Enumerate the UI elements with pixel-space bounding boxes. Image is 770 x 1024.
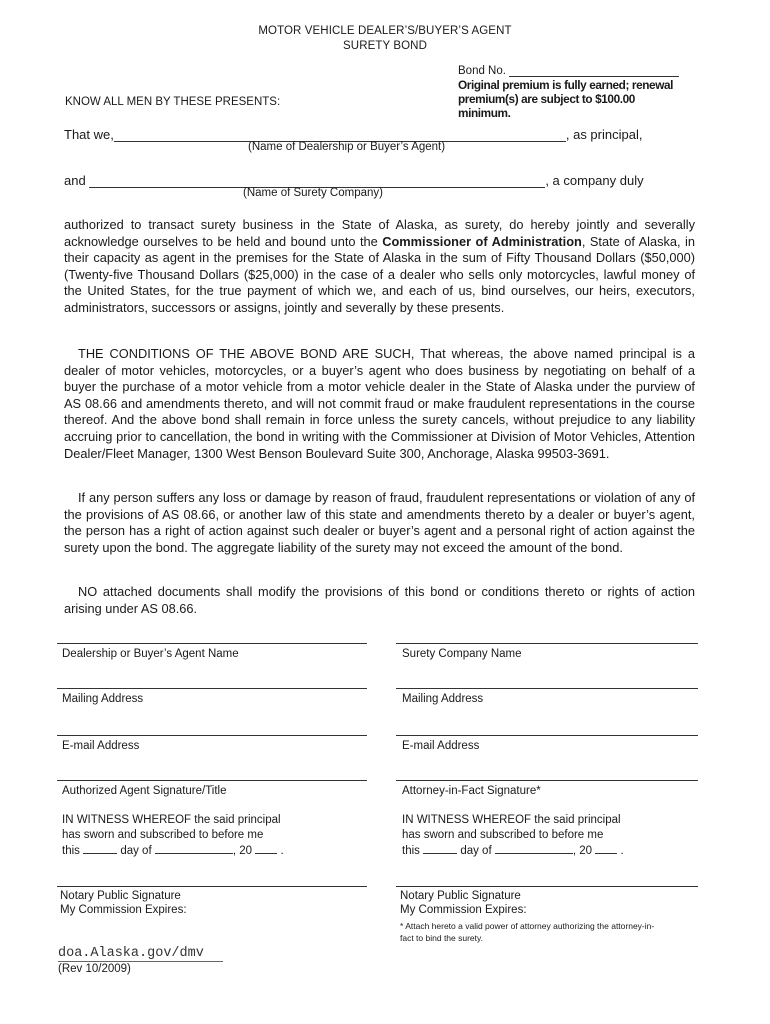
surety-day-field[interactable] [423,843,457,854]
surety-commission-label: My Commission Expires: [400,904,527,916]
surety-row [64,173,644,188]
dealer-commission-label: My Commission Expires: [60,904,187,916]
surety-email-line[interactable] [396,735,698,736]
poa-footnote-line1: * Attach hereto a valid power of attorney authorizing the attorney-in- [400,921,655,931]
surety-prefix: and [64,173,86,188]
dealer-month-field[interactable] [155,843,233,854]
premium-note-line2: premium(s) are subject to $100.00 minimum. [458,92,635,120]
surety-notary-line[interactable] [396,886,698,887]
bond-number-label: Bond No. [458,65,506,77]
dealer-day-field[interactable] [83,843,117,854]
dmv-website-link[interactable]: doa.Alaska.gov/dmv [58,946,204,961]
bond-paragraph-1: authorized to transact surety business in the State of Alaska, as surety, do hereby jointly and severally acknowledge ourselves to be held and bound unto the Commissioner of Administration, State of Alaska, in their capacity as agent in the premises for the State of Alaska in the sum of Fifty Thousand Dollars ($50,000) (Twenty-five Thousand Dollars ($25,000) in the case of a dealer who sells only motorcycles, lawful money of the United States, for the true payment of which we, and each of us, bind ourselves, our heirs, executors, administrators, successors or assigns, jointly and severally by these presents. [64,217,695,315]
poa-footnote-line2: fact to bind the surety. [400,933,483,943]
surety-month-field[interactable] [495,843,573,854]
dealer-notary-line[interactable] [57,886,367,887]
bond-paragraph-3: If any person suffers any loss or damage by reason of fraud, fraudulent representations or violation of any of the provisions of AS 08.66, or another law of this state and amendments thereto by a dealer or buyer’s agent, the person has a right of action against such dealer or buyer’s agent and a personal right of action against the surety upon the bond. The aggregate liability of the surety may not exceed the amount of the bond. [64,490,695,555]
dealer-mailing-label: Mailing Address [62,693,144,705]
dealer-name-line[interactable] [57,643,367,644]
dealer-year-field[interactable] [255,843,277,854]
dealer-name-label: Dealership or Buyer’s Agent Name [62,648,239,660]
surety-company-label: Surety Company Name [402,648,522,660]
attorney-signature-line[interactable] [396,780,698,781]
surety-mailing-line[interactable] [396,688,698,689]
surety-caption: (Name of Surety Company) [243,187,383,199]
dealer-mailing-line[interactable] [57,688,367,689]
surety-year-field[interactable] [595,843,617,854]
principal-row [64,127,642,142]
surety-name-line[interactable] [396,643,698,644]
know-all-men: KNOW ALL MEN BY THESE PRESENTS: [65,96,281,108]
surety-email-label: E-mail Address [402,740,480,752]
principal-caption: (Name of Dealership or Buyer’s Agent) [248,141,446,153]
bond-paragraph-2: THE CONDITIONS OF THE ABOVE BOND ARE SUCH, That whereas, the above named principal is a dealer of motor vehicles, motorcycles, or a buyer’s agent who does business by negotiating on behalf of a buyer the purchase of a motor vehicle from a motor vehicle dealer in the State of Alaska under the purview of AS 08.66 and amendments thereto, and will not commit fraud or make fraudulent representations in the course thereof. And the above bond shall remain in force unless the surety cancels, without prejudice to any liability accruing prior to cancellation, the bond in writing with the Commissioner at Division of Motor Vehicles, Attention Dealer/Fleet Manager, 1300 West Benson Boulevard Suite 300, Anchorage, Alaska 99503-3691. [64,346,695,461]
website-underline [58,961,223,962]
premium-note-line1: Original premium is fully earned; renewal [458,78,674,92]
surety-name-field[interactable] [89,174,545,188]
dealer-signature-label: Authorized Agent Signature/Title [62,785,227,797]
surety-notary-label: Notary Public Signature [400,890,521,902]
form-title-line2: SURETY BOND [343,40,427,52]
dealer-signature-line[interactable] [57,780,367,781]
dealer-notary-label: Notary Public Signature [60,890,181,902]
surety-mailing-label: Mailing Address [402,693,484,705]
bond-number-field[interactable] [509,64,679,77]
principal-name-field[interactable] [114,128,566,142]
dealer-witness-block: IN WITNESS WHEREOF the said principal has sworn and subscribed to before me this day of , 20 . [62,814,284,857]
attorney-signature-label: Attorney-in-Fact Signature* [402,785,541,797]
commissioner-bold: Commissioner of Administration [382,233,582,249]
bond-number-block [458,64,688,120]
surety-suffix: , a company duly [545,173,644,188]
principal-prefix: That we, [64,127,114,142]
surety-witness-block: IN WITNESS WHEREOF the said principal has sworn and subscribed to before me this day of , 20 . [402,814,624,857]
dealer-email-label: E-mail Address [62,740,140,752]
principal-suffix: , as principal, [565,127,643,142]
bond-paragraph-4: NO attached documents shall modify the provisions of this bond or conditions thereto or rights of action arising under AS 08.66. [64,584,695,616]
dealer-email-line[interactable] [57,735,367,736]
form-title-line1: MOTOR VEHICLE DEALER’S/BUYER’S AGENT [258,25,512,37]
revision-label: (Rev 10/2009) [58,963,131,975]
